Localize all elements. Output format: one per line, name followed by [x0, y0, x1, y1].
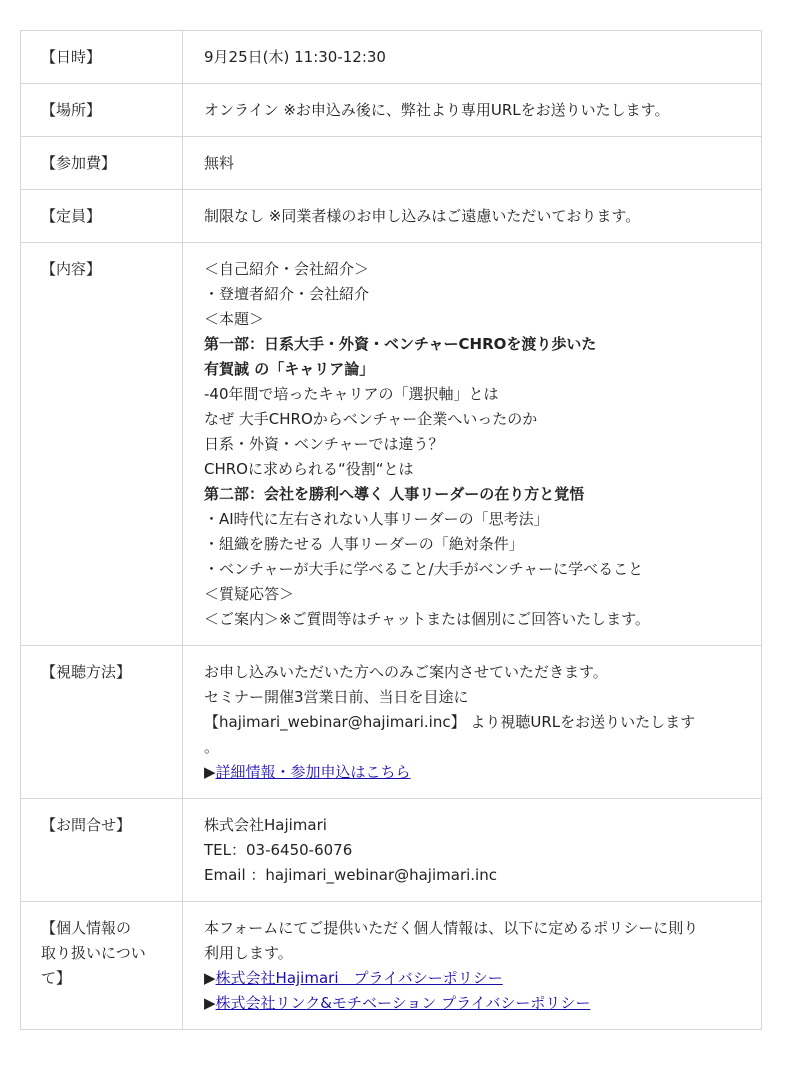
- content-line: なぜ 大手CHROからベンチャー企業へいったのか: [204, 410, 538, 428]
- table-row-datetime: [21, 31, 762, 84]
- viewing-line: セミナー開催3営業日前、当日を目途に: [204, 688, 469, 706]
- fee-value: 無料: [204, 154, 235, 172]
- contact-label: 【お問合せ】: [41, 816, 132, 834]
- details-signup-link[interactable]: 詳細情報・参加申込はこちら: [215, 763, 411, 781]
- value-cell: [183, 190, 762, 243]
- value-cell: [183, 902, 762, 1030]
- table-row-content: [21, 243, 762, 646]
- place-label: 【場所】: [41, 101, 102, 119]
- viewing-line: 【hajimari_webinar@hajimari.inc】 より視聴URLをお送りいたします: [204, 713, 696, 731]
- datetime-value: 9月25日(木) 11:30-12:30: [204, 48, 386, 66]
- value-cell: [183, 84, 762, 137]
- value-cell: [183, 31, 762, 84]
- content-line: 日系・外資・ベンチャーでは違う？: [204, 435, 444, 453]
- content-line: ＜質疑応答＞: [204, 585, 295, 603]
- details-link-row: [204, 760, 741, 785]
- content-line: ・組織を勝たせる 人事リーダーの「絶対条件」: [204, 535, 524, 553]
- label-cell: [21, 137, 183, 190]
- content-label: 【内容】: [41, 260, 102, 278]
- content-heading-part1-sub: 有賀誠 の「キャリア論」: [204, 360, 375, 378]
- content-heading-part2: 第二部：会社を勝利へ導く 人事リーダーの在り方と覚悟: [204, 485, 585, 503]
- hajimari-privacy-policy-link[interactable]: 株式会社Hajimari プライバシーポリシー: [215, 969, 503, 987]
- content-line: -40年間で培ったキャリアの「選択軸」とは: [204, 385, 499, 403]
- privacy-link-row: [204, 966, 741, 991]
- content-line: CHROに求められる“役割“とは: [204, 460, 414, 478]
- privacy-label-line: 取り扱いについ: [41, 944, 146, 962]
- table-row-fee: [21, 137, 762, 190]
- privacy-label-line: 【個人情報の: [41, 919, 132, 937]
- table-row-contact: [21, 799, 762, 902]
- content-heading-part1: 第一部：日系大手・外資・ベンチャーCHROを渡り歩いた: [204, 335, 597, 353]
- content-line: ・ベンチャーが大手に学べること/大手がベンチャーに学べること: [204, 560, 644, 578]
- contact-company: 株式会社Hajimari: [204, 816, 327, 834]
- label-cell: [21, 31, 183, 84]
- viewing-line: お申し込みいただいた方へのみご案内させていただきます。: [204, 663, 608, 681]
- contact-email: Email ：hajimari_webinar@hajimari.inc: [204, 866, 497, 884]
- datetime-label: 【日時】: [41, 48, 102, 66]
- link-motivation-privacy-policy-link[interactable]: 株式会社リンク&モチベーション プライバシーポリシー: [215, 994, 591, 1012]
- label-cell: [21, 799, 183, 902]
- content-line: ・AI時代に左右されない人事リーダーの「思考法」: [204, 510, 549, 528]
- fee-label: 【参加費】: [41, 154, 117, 172]
- capacity-label: 【定員】: [41, 207, 102, 225]
- content-line: ・登壇者紹介・会社紹介: [204, 285, 370, 303]
- privacy-link-row: [204, 991, 741, 1016]
- contact-tel: TEL：03-6450-6076: [204, 841, 353, 859]
- table-row-capacity: [21, 190, 762, 243]
- value-cell: [183, 137, 762, 190]
- label-cell: [21, 243, 183, 646]
- value-cell: [183, 646, 762, 799]
- table-row-place: [21, 84, 762, 137]
- value-cell: [183, 243, 762, 646]
- value-cell: [183, 799, 762, 902]
- privacy-line: 利用します。: [204, 944, 293, 962]
- event-info-table: [20, 30, 762, 1030]
- viewing-label: 【視聴方法】: [41, 663, 132, 681]
- content-line: ＜ご案内＞※ご質問等はチャットまたは個別にご回答いたします。: [204, 610, 650, 628]
- arrow-right-icon: ▶: [204, 994, 216, 1012]
- label-cell: [21, 902, 183, 1030]
- label-cell: [21, 190, 183, 243]
- arrow-right-icon: ▶: [204, 969, 216, 987]
- viewing-line: 。: [204, 738, 220, 756]
- arrow-right-icon: ▶: [204, 763, 216, 781]
- label-cell: [21, 84, 183, 137]
- content-line: ＜本題＞: [204, 310, 265, 328]
- privacy-line: 本フォームにてご提供いただく個人情報は、以下に定めるポリシーに則り: [204, 919, 699, 937]
- privacy-label-line: て】: [41, 969, 72, 987]
- place-value: オンライン ※お申込み後に、弊社より専用URLをお送りいたします。: [204, 101, 670, 119]
- label-cell: [21, 646, 183, 799]
- table-row-privacy: [21, 902, 762, 1030]
- capacity-value: 制限なし ※同業者様のお申し込みはご遠慮いただいております。: [204, 207, 641, 225]
- content-line: ＜自己紹介・会社紹介＞: [204, 260, 370, 278]
- table-row-viewing: [21, 646, 762, 799]
